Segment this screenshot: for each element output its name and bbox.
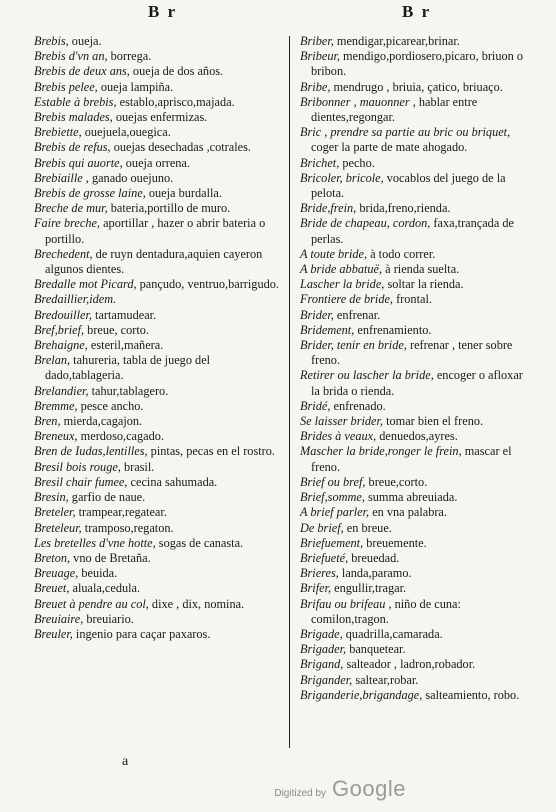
dictionary-entry (34, 353, 280, 383)
entry-definition: establo,aprisco,majada. (116, 94, 235, 109)
entry-definition: garfio de naue. (68, 490, 146, 505)
entry-headword: Breuiaire, (34, 611, 84, 626)
entry-definition: brida,freno,rienda. (356, 201, 451, 216)
entry-headword: Bren de Iudas,lentilles, (34, 444, 148, 459)
dictionary-entry (34, 140, 280, 155)
entry-headword: Breuet, (34, 581, 70, 596)
entry-headword: Brider, (300, 307, 334, 322)
entry-definition: coger la parte de mate ahogado. (311, 140, 468, 155)
dictionary-entry (34, 186, 280, 201)
entry-definition: trampear,regatear. (75, 505, 167, 520)
running-header-left: B r (148, 2, 178, 21)
entry-definition: cecina sahumada. (127, 474, 218, 489)
dictionary-entry (300, 247, 532, 262)
entry-definition: summa abreuiada. (364, 490, 458, 505)
dictionary-entry (300, 490, 532, 505)
entry-headword: A bride abbatuë, (300, 262, 383, 277)
dictionary-entry (34, 34, 280, 49)
dictionary-entry (300, 444, 532, 474)
entry-definition: mendrugo , briuia, çatico, briuaço. (330, 79, 503, 94)
entry-definition: merdoso,cagado. (77, 429, 164, 444)
entry-headword: Breche de mur, (34, 201, 108, 216)
entry-headword: Briganderie,brigandage, (300, 687, 423, 702)
entry-headword: Bredalle mot Picard, (34, 277, 137, 292)
entry-headword: Brehaigne, (34, 338, 88, 353)
entry-definition: enfrenamiento. (354, 322, 432, 337)
digitization-watermark (274, 776, 406, 802)
dictionary-entry (34, 414, 280, 429)
entry-headword: Brebis pelee, (34, 79, 98, 94)
dictionary-entry (34, 64, 280, 79)
dictionary-entry (34, 156, 280, 171)
entry-headword: Breuet à pendre au col, (34, 596, 149, 611)
entry-headword: Brifau ou brifeau , (300, 596, 392, 611)
entry-headword: Brebis de grosse laine, (34, 186, 146, 201)
entry-headword: Bribeur, (300, 49, 340, 64)
entry-definition: oueja. (68, 34, 102, 48)
dictionary-entry (300, 673, 532, 688)
entry-definition: oueja de dos años. (129, 64, 224, 79)
entry-definition: pesce ancho. (77, 398, 144, 413)
dictionary-entry (34, 308, 280, 323)
entry-definition: tahureria, tabla de juego del dado,tablageria. (45, 353, 211, 383)
left-column (34, 34, 280, 642)
dictionary-entry (34, 110, 280, 125)
dictionary-entry (300, 292, 532, 307)
entry-definition: breuiario. (83, 611, 134, 626)
dictionary-entry (34, 566, 280, 581)
entry-definition: hablar entre dientes,regongar. (311, 94, 478, 125)
dictionary-entry (300, 536, 532, 551)
entry-definition: ouejas enfermizas. (112, 110, 208, 125)
dictionary-entry (300, 201, 532, 216)
entry-definition: en breue. (343, 520, 392, 535)
entry-headword: Brebiette, (34, 125, 82, 140)
entry-definition: bateria,portillo de muro. (107, 201, 231, 216)
google-logo: Google (332, 776, 406, 801)
entry-headword: Bricoler, bricole, (300, 170, 384, 185)
entry-definition: refrenar , tener sobre freno. (311, 338, 513, 368)
entry-headword: Brechedent, (34, 246, 93, 261)
entry-definition: mendigar,picarear,brinar. (333, 34, 460, 48)
entry-definition: oueja orrena. (122, 155, 190, 170)
entry-definition: enfrenar. (333, 307, 381, 322)
entry-headword: Briber, (300, 34, 334, 48)
entry-headword: Brides à veaux, (300, 429, 377, 444)
entry-headword: Brider, tenir en bride, (300, 338, 407, 353)
entry-definition: ouejuela,ouegica. (81, 125, 171, 140)
entry-definition: tomar bien el freno. (383, 414, 484, 429)
dictionary-entry (34, 581, 280, 596)
dictionary-entry (34, 201, 280, 216)
dictionary-entry (300, 688, 532, 703)
dictionary-entry (300, 505, 532, 520)
entry-headword: Brebis de deux ans, (34, 64, 130, 79)
entry-headword: Faire breche, (34, 216, 101, 231)
entry-definition: sogas de canasta. (155, 535, 244, 550)
entry-definition: encoger o afloxar la brida o rienda. (311, 368, 523, 398)
dictionary-entry (300, 521, 532, 536)
dictionary-entry (34, 292, 280, 307)
entry-headword: Se laisser brider, (300, 414, 384, 429)
dictionary-entry (34, 323, 280, 338)
entry-headword: Brief ou bref, (300, 474, 366, 489)
entry-headword: Brebis d'vn an, (34, 49, 108, 64)
entry-definition: pecho. (339, 155, 375, 170)
dictionary-entry (300, 49, 532, 79)
dictionary-entry (300, 156, 532, 171)
entry-headword: Bremme, (34, 398, 78, 413)
dictionary-entry (300, 414, 532, 429)
entry-headword: Bresin, (34, 490, 69, 505)
entry-headword: Briefuement, (300, 535, 364, 550)
entry-definition: brasil. (120, 459, 155, 474)
entry-headword: Bref,brief, (34, 322, 85, 337)
column-divider (289, 36, 290, 748)
dictionary-entry (300, 581, 532, 596)
entry-definition: tartamudear. (91, 307, 157, 322)
entry-headword: A toute bride, (300, 246, 368, 261)
entry-definition: soltar la rienda. (384, 277, 464, 292)
dictionary-entry (300, 34, 532, 49)
signature-mark: a (122, 754, 129, 769)
entry-headword: Bribe, (300, 79, 331, 94)
entry-definition: frontal. (393, 292, 432, 307)
dictionary-entry (34, 475, 280, 490)
entry-definition: quadrilla,camarada. (342, 626, 443, 641)
dictionary-entry (34, 49, 280, 64)
running-header-right: B r (402, 2, 432, 21)
entry-definition: ouejas desechadas ,cotrales. (110, 140, 251, 155)
dictionary-entry (300, 475, 532, 490)
entry-headword: Brigader, (300, 642, 347, 657)
entry-headword: Breteleur, (34, 520, 82, 535)
entry-definition: à rienda suelta. (382, 262, 460, 277)
dictionary-entry (34, 429, 280, 444)
entry-headword: Retirer ou lascher la bride, (300, 368, 434, 383)
entry-headword: Brichet, (300, 155, 340, 170)
entry-headword: Breteler, (34, 505, 76, 520)
entry-definition: beuida. (78, 566, 118, 581)
entry-definition: mierda,cagajon. (60, 414, 143, 429)
dictionary-entry (300, 338, 532, 368)
entry-definition: aportillar , hazer o abrir bateria o portillo. (45, 216, 266, 246)
dictionary-entry (34, 460, 280, 475)
dictionary-entry (34, 612, 280, 627)
dictionary-entry (34, 551, 280, 566)
entry-definition: breuedad. (348, 550, 400, 565)
dictionary-entry (300, 95, 532, 125)
dictionary-entry (300, 551, 532, 566)
entry-headword: Brebis, (34, 34, 69, 48)
dictionary-entry (300, 597, 532, 627)
entry-headword: Breuage, (34, 566, 79, 581)
entry-definition: saltear,robar. (352, 672, 419, 687)
entry-definition: salteador , ladron,robador. (343, 657, 476, 672)
entry-definition: oueja burdalla. (145, 186, 222, 201)
dictionary-entry (34, 384, 280, 399)
dictionary-entry (34, 171, 280, 186)
dictionary-entry (300, 125, 532, 155)
entry-definition: salteamiento, robo. (422, 687, 520, 702)
entry-definition: pançudo, ventruo,barrigudo. (136, 277, 279, 292)
entry-definition: ingenio para caçar paxaros. (72, 626, 211, 641)
dictionary-entry (300, 429, 532, 444)
dictionary-entry (34, 444, 280, 459)
entry-headword: Bridement, (300, 322, 355, 337)
entry-headword: Bresil chair fumee, (34, 474, 128, 489)
entry-definition: banquetear. (346, 642, 406, 657)
dictionary-entry (34, 536, 280, 551)
dictionary-entry (300, 308, 532, 323)
entry-headword: Frontiere de bride, (300, 292, 394, 307)
dictionary-entry (34, 597, 280, 612)
dictionary-entry (300, 399, 532, 414)
entry-headword: Brigander, (300, 672, 353, 687)
entry-definition: à todo correr. (367, 246, 436, 261)
entry-definition: faxa,trançada de perlas. (311, 216, 514, 246)
entry-headword: Estable à brebis, (34, 94, 117, 109)
dictionary-entry (34, 277, 280, 292)
entry-headword: Breuler, (34, 626, 73, 641)
dictionary-entry (34, 95, 280, 110)
dictionary-entry (300, 277, 532, 292)
entry-definition: mascar el freno. (311, 444, 512, 474)
entry-definition: oueja lampiña. (97, 79, 174, 94)
entry-definition: mendigo,pordiosero,picaro, briuon o bribon. (311, 49, 524, 79)
entry-headword: Brebis malades, (34, 110, 113, 125)
dictionary-entry (34, 627, 280, 642)
entry-headword: Bredouiller, (34, 307, 92, 322)
entry-headword: Brebiaille , (34, 170, 89, 185)
entry-definition: de ruyn dentadura,aquien cayeron algunos dientes. (45, 246, 263, 277)
entry-headword: Bric , prendre sa partie au bric ou briquet, (300, 125, 511, 140)
entry-definition: landa,paramo. (338, 566, 412, 581)
entry-definition: en vna palabra. (369, 505, 447, 520)
dictionary-entry (34, 80, 280, 95)
dictionary-entry (300, 642, 532, 657)
dictionary-entry (300, 262, 532, 277)
dictionary-entry (34, 216, 280, 246)
entry-headword: A brief parler, (300, 505, 370, 520)
dictionary-entry (34, 125, 280, 140)
entry-headword: Bredaillier,idem. (34, 292, 117, 307)
entry-definition: breuemente. (363, 535, 427, 550)
entry-definition: tramposo,regaton. (81, 520, 174, 535)
entry-definition: vno de Bretaña. (70, 550, 151, 565)
entry-headword: Brief,somme, (300, 490, 365, 505)
entry-headword: Bride de chapeau, cordon, (300, 216, 431, 231)
entry-definition: niño de cuna: comilon,tragon. (311, 596, 461, 626)
entry-definition: breue, corto. (84, 322, 149, 337)
entry-definition: tahur,tablagero. (88, 383, 169, 398)
entry-headword: Brieres, (300, 566, 339, 581)
dictionary-entry (300, 171, 532, 201)
entry-headword: Briefueté, (300, 550, 349, 565)
entry-definition: dixe , dix, nomina. (148, 596, 245, 611)
entry-headword: Breton, (34, 550, 71, 565)
entry-definition: engullir,tragar. (331, 581, 407, 596)
entry-headword: Breneux, (34, 429, 78, 444)
entry-headword: Mascher la bride,ronger le frein, (300, 444, 462, 459)
dictionary-entry (300, 368, 532, 398)
entry-definition: pintas, pecas en el rostro. (147, 444, 275, 459)
dictionary-entry (300, 657, 532, 672)
entry-headword: Brelan, (34, 353, 71, 368)
entry-definition: vocablos del juego de la pelota. (311, 170, 506, 201)
digitized-by-label: Digitized by (274, 788, 327, 799)
dictionary-entry (34, 338, 280, 353)
entry-definition: aluala,cedula. (69, 581, 141, 596)
entry-headword: Brigade, (300, 626, 343, 641)
entry-headword: Brebis de refus, (34, 140, 111, 155)
entry-definition: ganado ouejuno. (88, 170, 174, 185)
entry-headword: Bren, (34, 414, 61, 429)
dictionary-entry (300, 323, 532, 338)
entry-headword: Lascher la bride, (300, 277, 385, 292)
dictionary-entry (34, 521, 280, 536)
entry-headword: Bridé, (300, 398, 331, 413)
entry-headword: Brifer, (300, 581, 332, 596)
entry-definition: denuedos,ayres. (376, 429, 458, 444)
entry-headword: Bresil bois rouge, (34, 459, 121, 474)
entry-headword: Bribonner , mauonner , (300, 94, 416, 109)
entry-headword: Bride,frein, (300, 201, 357, 216)
entry-definition: breue,corto. (365, 474, 428, 489)
dictionary-entry (300, 216, 532, 246)
right-column (300, 34, 532, 703)
entry-definition: esteril,mañera. (87, 338, 164, 353)
entry-headword: Brigand, (300, 657, 344, 672)
entry-headword: Brelandier, (34, 383, 89, 398)
dictionary-entry (34, 247, 280, 277)
dictionary-entry (34, 399, 280, 414)
entry-definition: borrega. (107, 49, 152, 64)
dictionary-entry (300, 80, 532, 95)
dictionary-entry (300, 627, 532, 642)
dictionary-entry (34, 490, 280, 505)
entry-definition: enfrenado. (330, 398, 386, 413)
dictionary-entry (300, 566, 532, 581)
entry-headword: Brebis qui auorte, (34, 155, 123, 170)
entry-headword: Les bretelles d'vne hotte, (34, 535, 156, 550)
entry-headword: De brief, (300, 520, 344, 535)
dictionary-entry (34, 505, 280, 520)
